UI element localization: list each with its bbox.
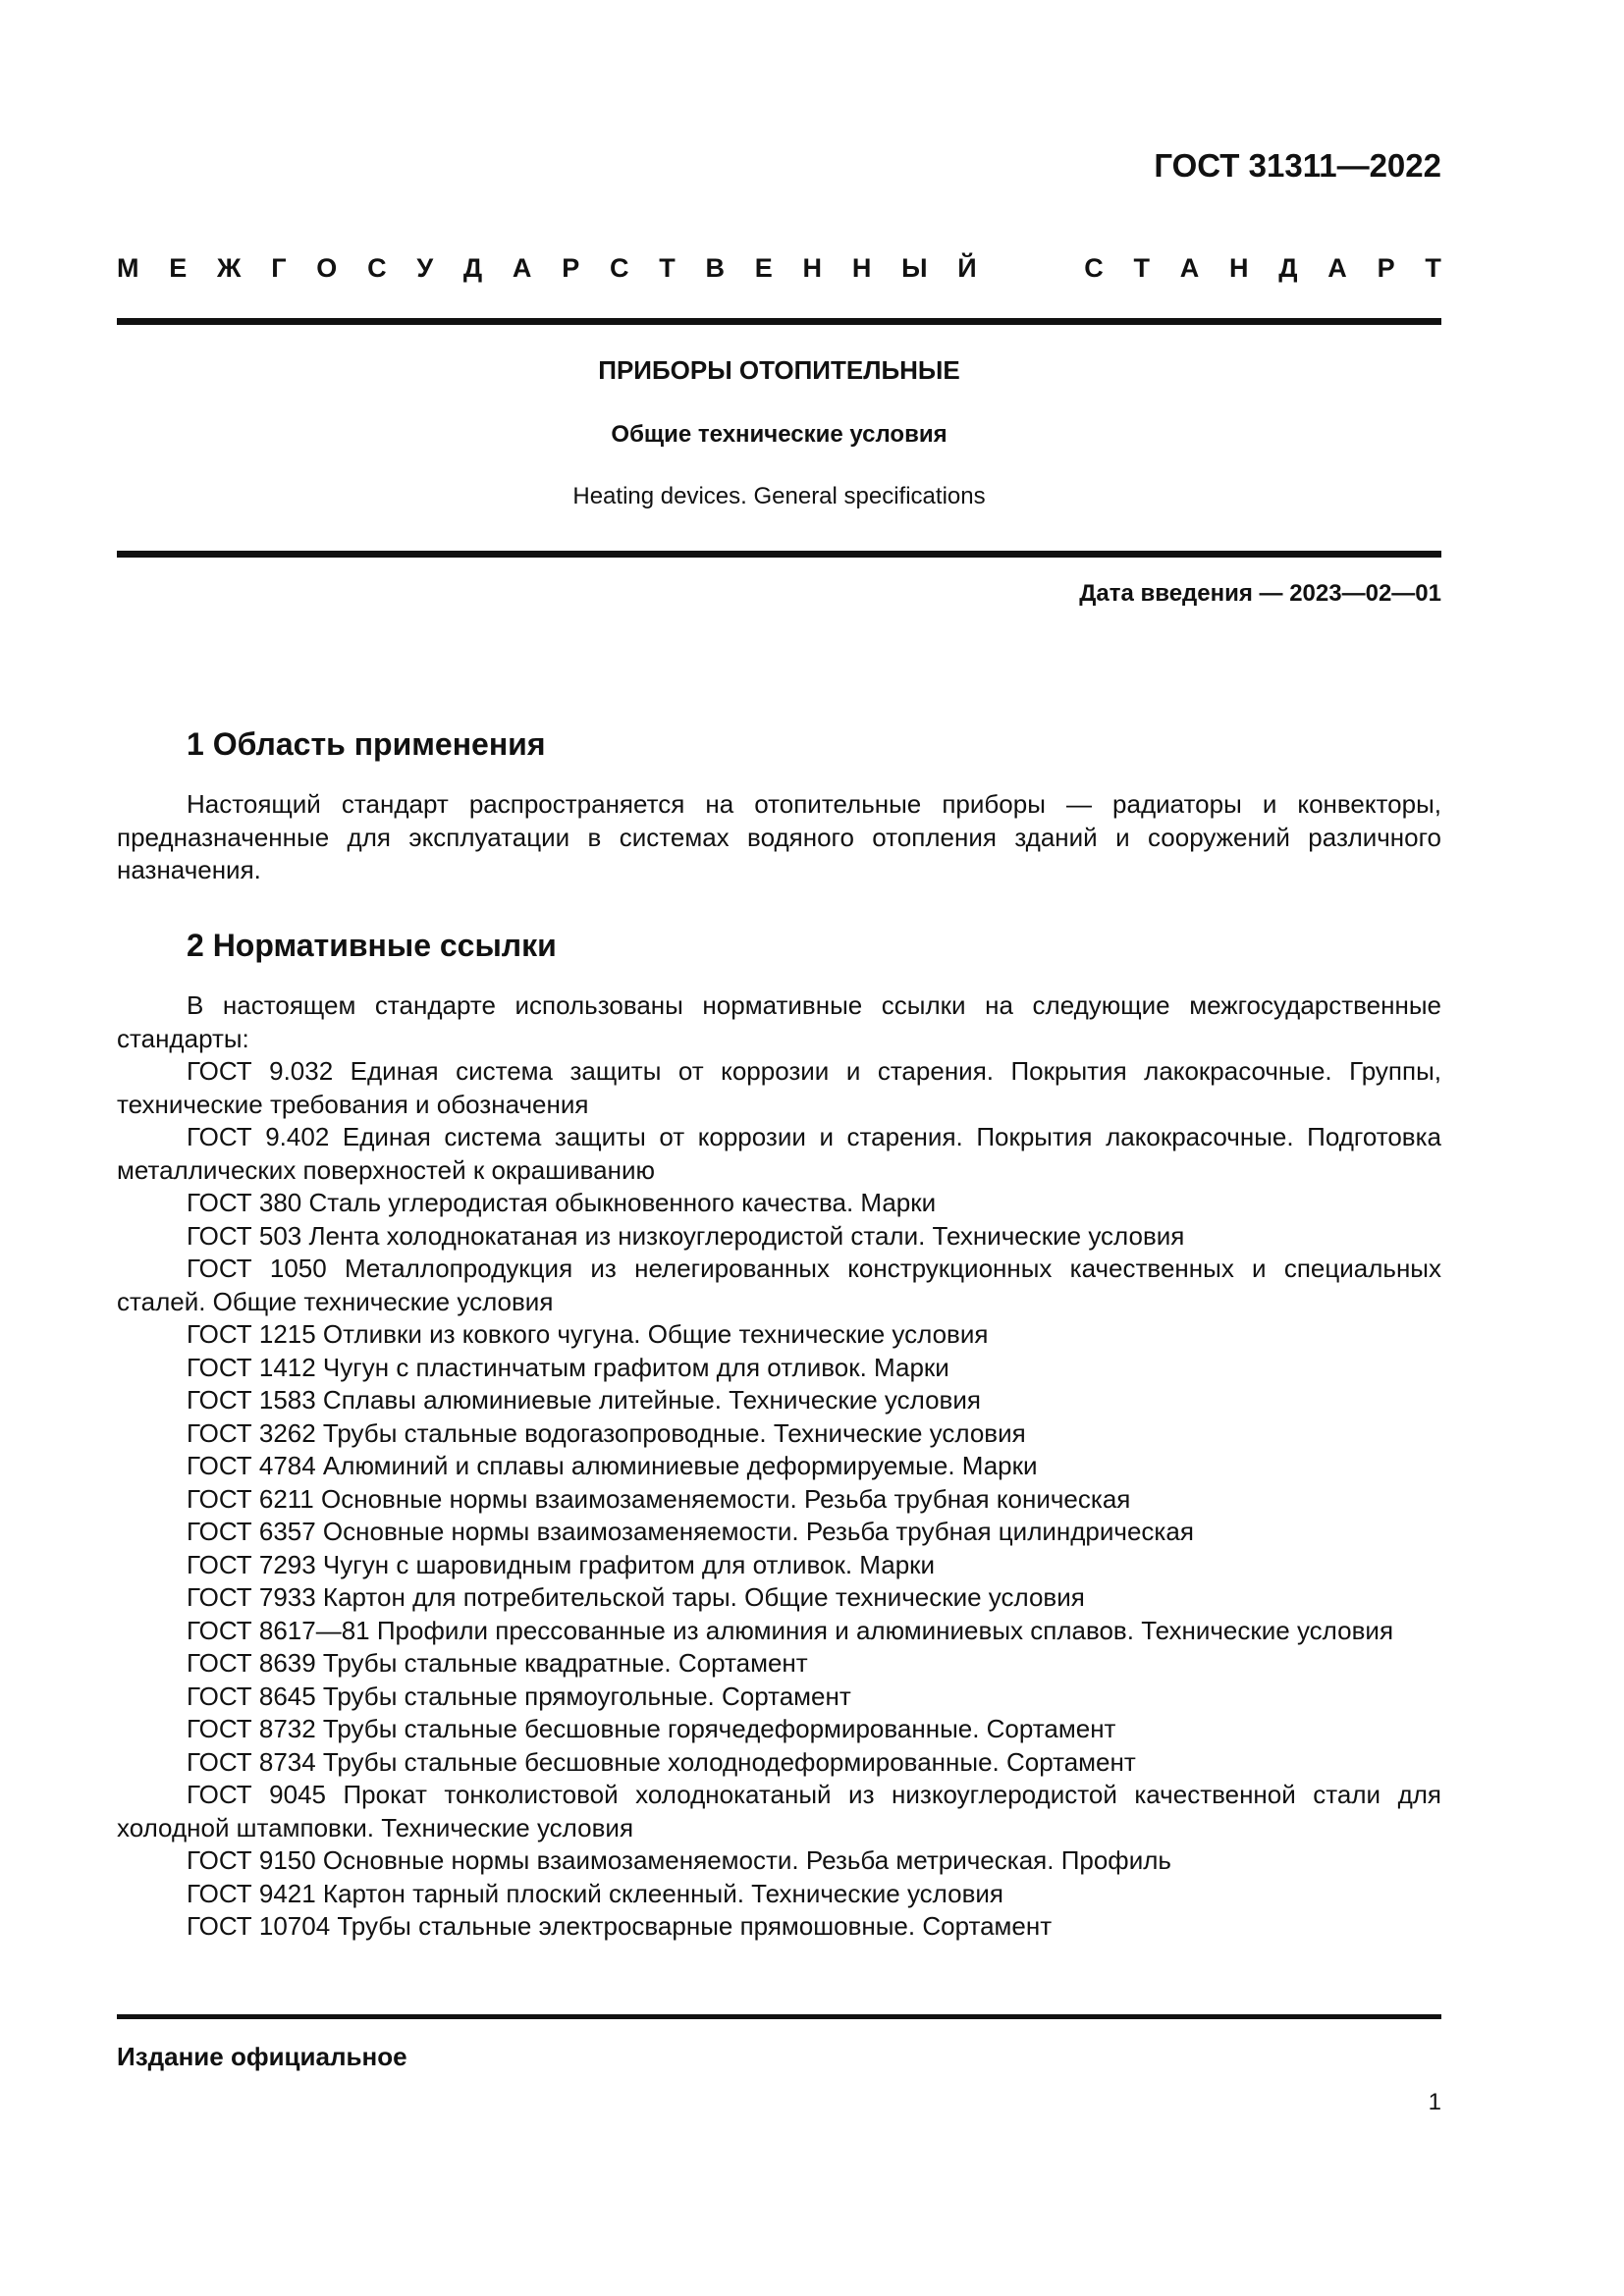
reference-item: ГОСТ 6357 Основные нормы взаимозаменяемости. Резьба трубная цилиндрическая xyxy=(187,1517,1194,1546)
letter: Р xyxy=(1377,253,1395,283)
reference-item: ГОСТ 9045 Прокат тонколистовой холоднокатаный из низкоуглеродистой качественной стали для холодной штамповки. Технические условия xyxy=(117,1780,1441,1842)
reference-item: ГОСТ 8732 Трубы стальные бесшовные горячедеформированные. Сортамент xyxy=(187,1714,1116,1743)
document-title: ПРИБОРЫ ОТОПИТЕЛЬНЫЕ xyxy=(598,355,960,385)
letter: Т xyxy=(1133,253,1150,283)
letter: Т xyxy=(1425,253,1441,283)
document-number: ГОСТ 31311—2022 xyxy=(1154,147,1441,184)
reference-item: ГОСТ 1412 Чугун с пластинчатым графитом для отливок. Марки xyxy=(187,1352,949,1382)
letter: Р xyxy=(562,253,580,283)
reference-item: ГОСТ 1050 Металлопродукция из нелегированных конструкционных качественных и специальных сталей. Общие технические условия xyxy=(117,1254,1441,1316)
letter: У xyxy=(416,253,434,283)
reference-item: ГОСТ 8734 Трубы стальные бесшовные холоднодеформированные. Сортамент xyxy=(187,1746,1136,1777)
word-gap xyxy=(1006,253,1054,284)
section-2-body xyxy=(117,989,1441,1944)
reference-item: ГОСТ 503 Лента холоднокатаная из низкоуглеродистой стали. Технические условия xyxy=(187,1220,1185,1251)
reference-item: ГОСТ 1215 Отливки из ковкого чугуна. Общие технические условия xyxy=(187,1319,989,1349)
letter: С xyxy=(1084,253,1104,283)
letter: М xyxy=(117,253,139,283)
letter: Н xyxy=(1229,253,1249,283)
reference-item: ГОСТ 6211 Основные нормы взаимозаменяемости. Резьба трубная коническая xyxy=(187,1483,1131,1514)
letter: Е xyxy=(754,253,773,283)
reference-item: В настоящем стандарте использованы нормативные ссылки на следующие межгосударственные стандарты: xyxy=(117,990,1441,1053)
reference-item: ГОСТ 1583 Сплавы алюминиевые литейные. Технические условия xyxy=(187,1385,981,1415)
letter: О xyxy=(316,253,338,283)
reference-item: ГОСТ 9150 Основные нормы взаимозаменяемости. Резьба метрическая. Профиль xyxy=(187,1845,1171,1875)
letter: Ы xyxy=(901,253,928,283)
reference-item: ГОСТ 7933 Картон для потребительской тары. Общие технические условия xyxy=(187,1582,1085,1612)
letter: Н xyxy=(802,253,823,283)
letter: Г xyxy=(271,253,287,283)
letter: С xyxy=(609,253,629,283)
page-number: 1 xyxy=(1428,2089,1441,2115)
letter: С xyxy=(367,253,387,283)
title-rule xyxy=(117,551,1441,558)
document-subtitle: Общие технические условия xyxy=(611,421,947,448)
letter: Й xyxy=(957,253,977,283)
reference-item: ГОСТ 10704 Трубы стальные электросварные прямошовные. Сортамент xyxy=(187,1911,1053,1941)
reference-item: ГОСТ 8639 Трубы стальные квадратные. Сортамент xyxy=(187,1648,808,1678)
section-1-title: 1 Область применения xyxy=(187,726,546,762)
document-title-english: Heating devices. General specifications xyxy=(572,483,986,509)
standard-type-heading xyxy=(117,253,1441,284)
reference-item: ГОСТ 9.032 Единая система защиты от коррозии и старения. Покрытия лакокрасочные. Группы, технические требования и обозначения xyxy=(117,1056,1441,1119)
paragraph: Настоящий стандарт распространяется на отопительные приборы — радиаторы и конвекторы, предназначенные для эксплуатации в системах водяного отопления зданий и сооружений различного назначения. xyxy=(117,789,1441,884)
letter: Е xyxy=(169,253,188,283)
letter: В xyxy=(705,253,725,283)
reference-item: ГОСТ 9.402 Единая система защиты от коррозии и старения. Покрытия лакокрасочные. Подготовка металлических поверхностей к окрашиванию xyxy=(117,1122,1441,1185)
reference-item: ГОСТ 9421 Картон тарный плоский склеенный. Технические условия xyxy=(187,1878,1004,1908)
letter: А xyxy=(512,253,532,283)
official-edition-label: Издание официальное xyxy=(117,2042,407,2071)
section-2-title: 2 Нормативные ссылки xyxy=(187,928,557,963)
letter: Н xyxy=(851,253,872,283)
letter: А xyxy=(1327,253,1347,283)
reference-item: ГОСТ 4784 Алюминий и сплавы алюминиевые деформируемые. Марки xyxy=(187,1451,1038,1480)
reference-item: ГОСТ 7293 Чугун с шаровидным графитом для отливок. Марки xyxy=(187,1549,936,1579)
reference-item: ГОСТ 8645 Трубы стальные прямоугольные. Сортамент xyxy=(187,1681,851,1711)
section-1-body xyxy=(117,788,1441,887)
letter: Д xyxy=(1278,253,1298,283)
letter: Т xyxy=(659,253,676,283)
footer-rule xyxy=(117,2014,1441,2019)
letter: А xyxy=(1179,253,1200,283)
intro-date: Дата введения — 2023—02—01 xyxy=(1079,580,1441,607)
letter: Д xyxy=(462,253,483,283)
letter: Ж xyxy=(217,253,242,283)
reference-item: ГОСТ 380 Сталь углеродистая обыкновенного качества. Марки xyxy=(187,1188,937,1217)
reference-item: ГОСТ 8617—81 Профили прессованные из алюминия и алюминиевых сплавов. Технические условия xyxy=(187,1615,1394,1645)
reference-item: ГОСТ 3262 Трубы стальные водогазопроводные. Технические условия xyxy=(187,1417,1026,1448)
header-rule xyxy=(117,318,1441,325)
